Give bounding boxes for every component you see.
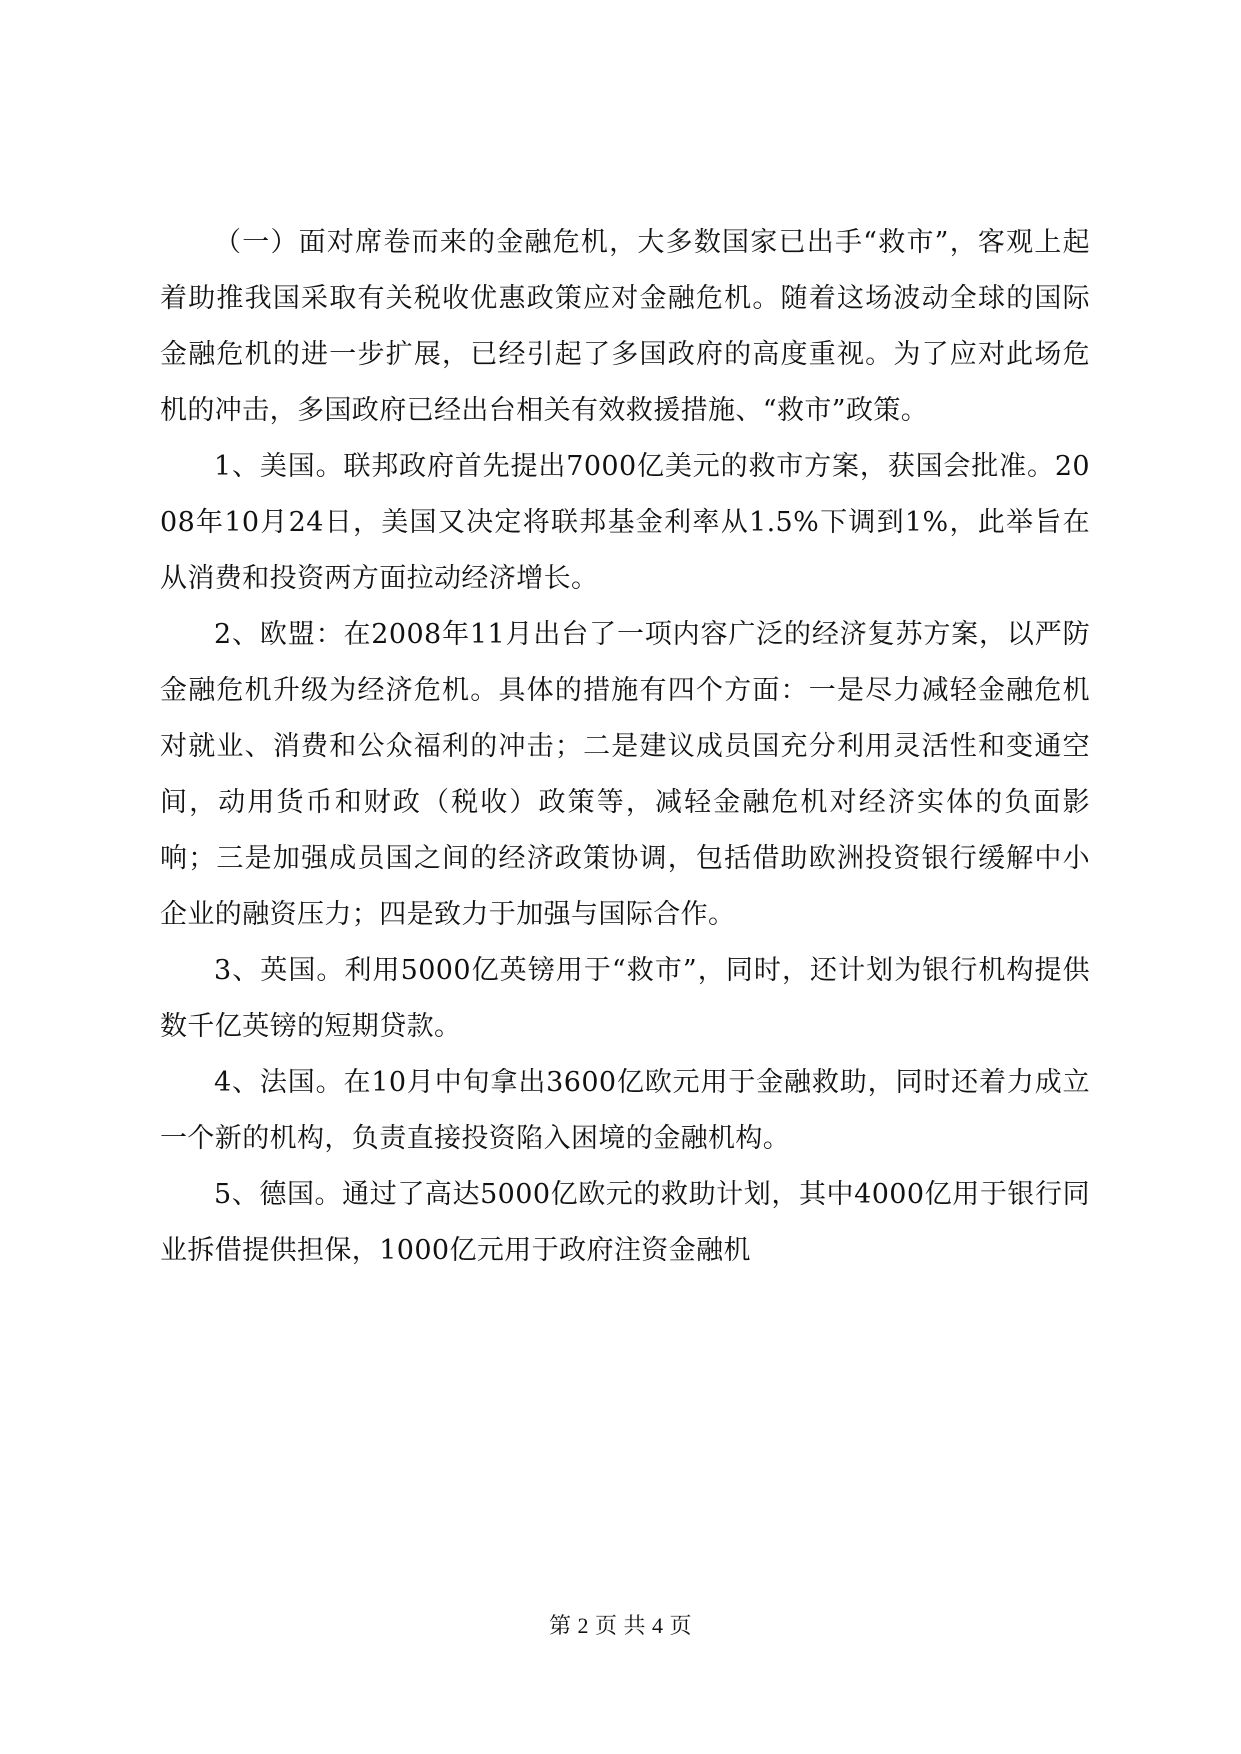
paragraph-uk: 3、英国。利用5000亿英镑用于“救市”，同时，还计划为银行机构提供数千亿英镑的短期贷款。 <box>160 955 1090 1042</box>
document-body <box>160 215 1090 1279</box>
paragraph-eu: 2、欧盟：在2008年11月出台了一项内容广泛的经济复苏方案，以严防金融危机升级为经济危机。具体的措施有四个方面：一是尽力减轻金融危机对就业、消费和公众福利的冲击；二是建议成员国充分利用灵活性和变通空间，动用货币和财政（税收）政策等，减轻金融危机对经济实体的负面影响；三是加强成员国之间的经济政策协调，包括借助欧洲投资银行缓解中小企业的融资压力；四是致力于加强与国际合作。 <box>160 619 1090 930</box>
paragraph-france: 4、法国。在10月中旬拿出3600亿欧元用于金融救助，同时还着力成立一个新的机构，负责直接投资陷入困境的金融机构。 <box>160 1067 1090 1154</box>
paragraph-usa: 1、美国。联邦政府首先提出7000亿美元的救市方案，获国会批准。2008年10月24日，美国又决定将联邦基金利率从1.5%下调到1%，此举旨在从消费和投资两方面拉动经济增长。 <box>160 451 1090 594</box>
paragraph-germany: 5、德国。通过了高达5000亿欧元的救助计划，其中4000亿用于银行同业拆借提供担保，1000亿元用于政府注资金融机 <box>160 1179 1090 1266</box>
page-number-footer: 第 2 页 共 4 页 <box>548 1613 692 1638</box>
paragraph-intro: （一）面对席卷而来的金融危机，大多数国家已出手“救市”，客观上起着助推我国采取有关税收优惠政策应对金融危机。随着这场波动全球的国际金融危机的进一步扩展，已经引起了多国政府的高度重视。为了应对此场危机的冲击，多国政府已经出台相关有效救援措施、“救市”政策。 <box>160 227 1090 426</box>
